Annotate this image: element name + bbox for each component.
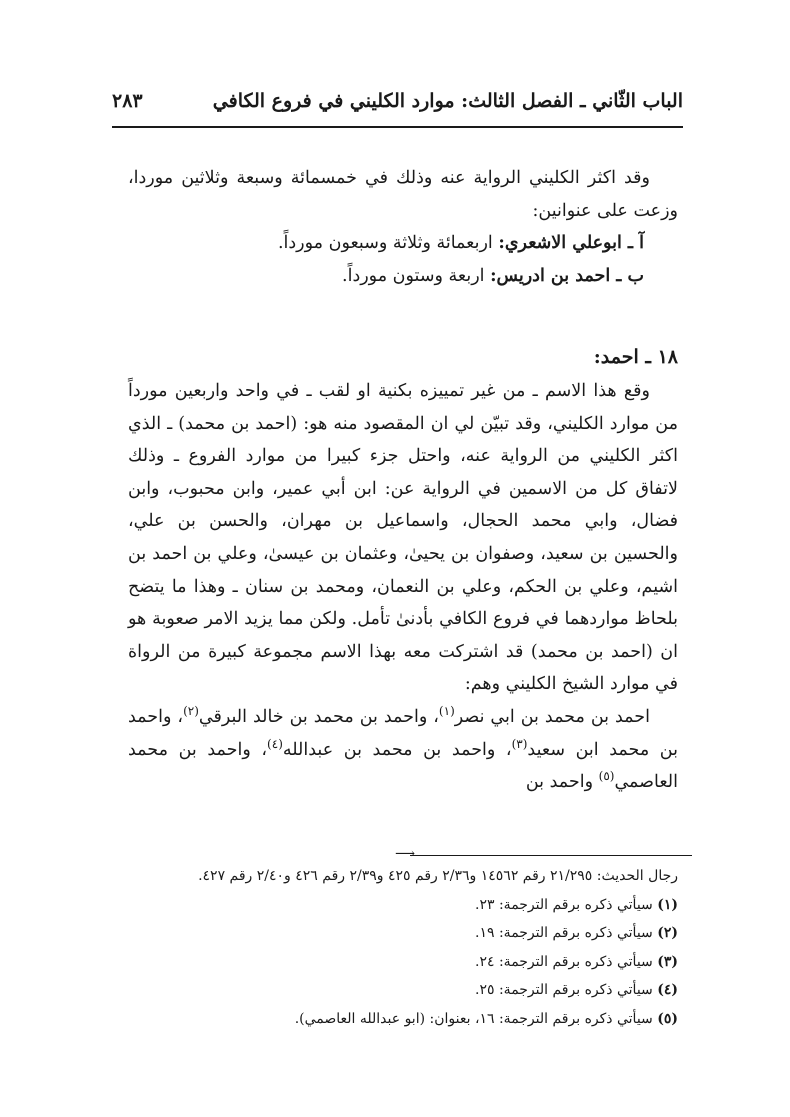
continuation-arrow-icon: ⟶ [395,846,416,862]
main-text-block [128,375,678,799]
section-heading: ١٨ ـ احمد: [593,346,678,368]
list-item-b [128,260,678,293]
footnote-ref-2[interactable]: (٢) [183,704,199,719]
footnote-ref-4[interactable]: (٤) [267,736,283,751]
footnote-item: (٥) سيأتي ذكره برقم الترجمة: ١٦، بعنوان: (ابو عبدالله العاصمي). [294,1010,678,1027]
paragraph-1: وقع هذا الاسم ـ من غير تمييزه بكنية او لقب ـ في واحد واربعين مورداً من موارد الكليني، وقد تبيّن لي ان المقصود منه هو: (احمد بن محمد) ـ الذي اكثر الكليني من الرواية عنه، واحتل جزء كبيرا من موارد الفروع ـ وذلك لاتفاق كل من الاسمين في الرواية عن: ابن أبي عمير، وابن محبوب، وابن فضال، وابي محمد الحجال، واسماعيل بن مهران، والحسن بن علي، والحسين بن سعيد، وصفوان بن يحيىٰ، وعثمان بن عيسىٰ، وعلي بن احمد بن اشيم، وعلي بن الحكم، وعلي بن النعمان، ومحمد بن سنان ـ وهذا ما يتضح بلحاظ مواردهما في فروع الكافي بأدنىٰ تأمل. ولكن مما يزيد الامر صعوبة هو ان (احمد بن محمد) قد اشتركت معه بهذا الاسم مجموعة كبيرة من الرواة في موارد الشيخ الكليني وهم: [128,381,678,695]
list-item-b-text: اربعة وستون مورداً. [342,265,491,286]
footnote-item: (١) سيأتي ذكره برقم الترجمة: ٢٣. [475,896,678,913]
page-number: ٢٨٣ [112,90,143,112]
footnote-separator [410,855,692,856]
page-header [112,88,683,122]
header-rule [112,126,683,128]
running-title: الباب الثّاني ـ الفصل الثالث: موارد الكليني في فروع الكافي [212,90,683,112]
list-item-a-label: آ ـ ابوعلي الاشعري: [498,233,644,254]
list-item-a [128,227,678,260]
footnote-ref-3[interactable]: (٣) [511,736,528,751]
intro-block [128,162,678,292]
footnotes [120,862,678,1033]
footnote-continuation: رجال الحديث: ٢١/٢٩٥ رقم ١٤٥٦٢ و٢/٣٦ رقم ٤٢٥ و٢/٣٩ رقم ٤٢٦ و٢/٤٠ رقم ٤٢٧. [198,868,678,884]
list-item-a-text: اربعمائة وثلاثة وسبعون مورداً. [277,233,499,254]
footnote-ref-5[interactable]: (٥) [598,769,615,784]
footnote-item: (٤) سيأتي ذكره برقم الترجمة: ٢٥. [475,982,678,998]
footnote-item: (٢) سيأتي ذكره برقم الترجمة: ١٩. [475,925,678,941]
paragraph-2: احمد بن محمد بن ابي نصر$^{(١)}$، واحمد بن محمد بن خالد البرقي$^{(٢)}$، واحمد بن محمد ابن سعيد$^{(٣)}$، واحمد بن محمد بن عبدالله$^{(٤)}$، واحمد بن محمد العاصمي$^{(٥)}$ واحمد بن [128,704,678,793]
intro-line: وقد اكثر الكليني الرواية عنه وذلك في خمسمائة وسبعة وثلاثين موردا، وزعت على عنوانين: [128,168,678,221]
footnote-item: (٣) سيأتي ذكره برقم الترجمة: ٢٤. [475,953,678,970]
footnote-ref-1[interactable]: (١) [438,704,455,719]
list-item-b-label: ب ـ احمد بن ادريس: [490,265,644,286]
